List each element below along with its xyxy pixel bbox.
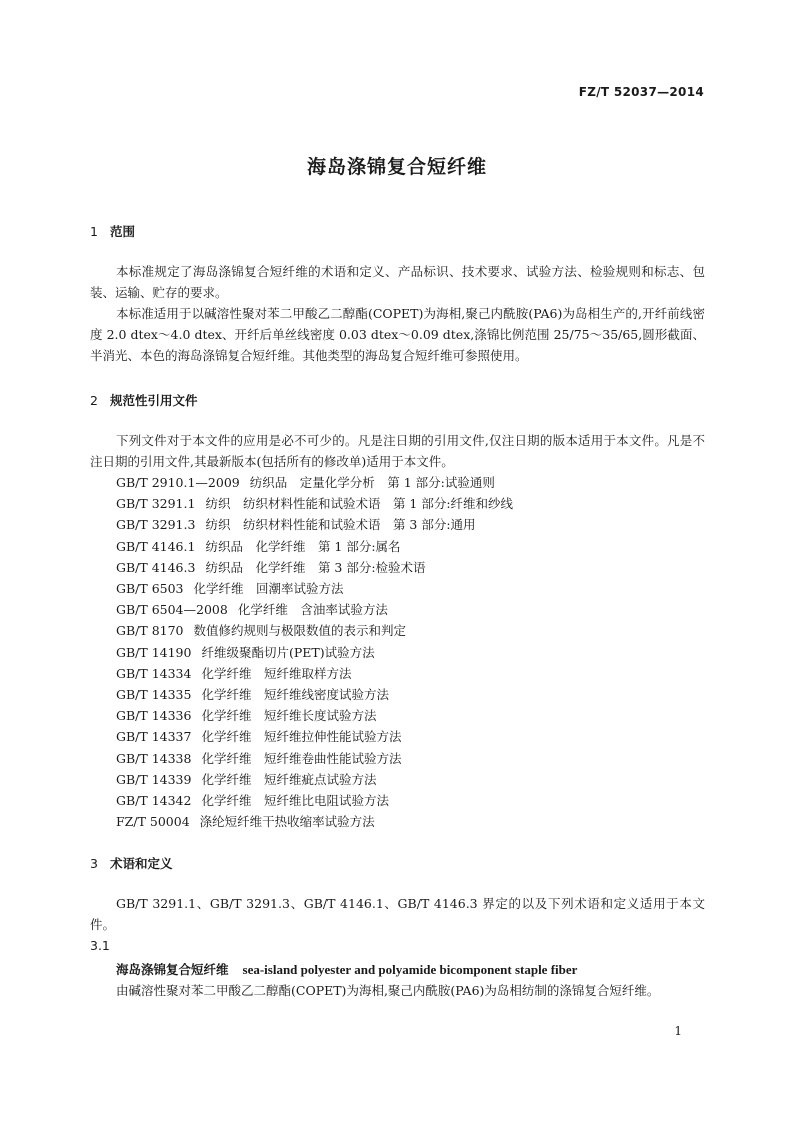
reference-item: [116, 620, 513, 641]
reference-item: [116, 642, 513, 663]
reference-item: [116, 811, 513, 832]
reference-title: 纺织 纺织材料性能和试验术语 第 3 部分:通用: [205, 517, 476, 533]
standard-number: FZ/T 52037—2014: [578, 85, 704, 99]
section-number: 2: [90, 393, 98, 408]
reference-code: GB/T 14335: [116, 687, 192, 703]
reference-title: 化学纤维 短纤维卷曲性能试验方法: [201, 750, 402, 766]
reference-item: [116, 514, 513, 535]
section-2-heading: [90, 391, 198, 409]
reference-code: GB/T 14339: [116, 771, 192, 787]
reference-code: GB/T 6503: [116, 581, 184, 597]
reference-title: 纺织 纺织材料性能和试验术语 第 1 部分:纤维和纱线: [205, 496, 514, 512]
reference-title: 化学纤维 短纤维拉伸性能试验方法: [201, 729, 402, 745]
reference-item: [116, 748, 513, 769]
section-title: 术语和定义: [110, 856, 173, 871]
term-definition: 由碱溶性聚对苯二甲酸乙二醇酯(COPET)为海相,聚己内酰胺(PA6)为岛相纺制的涤锦复合短纤维。: [116, 983, 660, 998]
reference-title: 数值修约规则与极限数值的表示和判定: [193, 623, 407, 639]
reference-item: [116, 705, 513, 726]
reference-title: 化学纤维 短纤维长度试验方法: [201, 708, 377, 724]
term-name-zh: 海岛涤锦复合短纤维: [116, 962, 229, 977]
page-number: 1: [674, 1024, 682, 1038]
normative-refs-intro: 下列文件对于本文件的应用是必不可少的。凡是注日期的引用文件,仅注日期的版本适用于本文件。凡是不注日期的引用文件,其最新版本(包括所有的修改单)适用于本文件。: [90, 433, 705, 469]
reference-code: GB/T 4146.1: [116, 538, 196, 554]
terms-intro: GB/T 3291.1、GB/T 3291.3、GB/T 4146.1、GB/T 4146.3 界定的以及下列术语和定义适用于本文件。: [90, 896, 705, 932]
reference-title: 化学纤维 短纤维线密度试验方法: [201, 687, 389, 703]
reference-code: GB/T 2910.1—2009: [116, 475, 240, 490]
reference-title: 纺织品 化学纤维 第 1 部分:属名: [205, 538, 401, 554]
reference-code: GB/T 6504—2008: [116, 602, 228, 618]
reference-code: GB/T 8170: [116, 623, 184, 639]
reference-code: GB/T 14336: [116, 708, 192, 724]
section-title: 范围: [110, 224, 136, 239]
reference-code: GB/T 3291.1: [116, 496, 196, 512]
reference-item: [116, 684, 513, 705]
reference-title: 化学纤维 短纤维比电阻试验方法: [201, 793, 389, 809]
reference-title: 涤纶短纤维干热收缩率试验方法: [199, 814, 375, 830]
section-number: 3: [90, 856, 98, 871]
reference-title: 化学纤维 短纤维疵点试验方法: [201, 771, 377, 787]
reference-item: [116, 472, 513, 493]
term-number: 3.1: [90, 938, 110, 953]
section-number: 1: [90, 224, 98, 239]
reference-item: [116, 726, 513, 747]
section-3-heading: [90, 854, 173, 872]
reference-item: [116, 493, 513, 514]
reference-title: 纤维级聚酯切片(PET)试验方法: [201, 644, 375, 660]
reference-item: [116, 663, 513, 684]
reference-item: [116, 790, 513, 811]
term-name-en: sea-island polyester and polyamide bicomponent staple fiber: [242, 962, 578, 977]
reference-code: FZ/T 50004: [116, 814, 190, 830]
reference-item: [116, 769, 513, 790]
reference-code: GB/T 3291.3: [116, 517, 196, 533]
section-title: 规范性引用文件: [110, 393, 198, 408]
reference-code: GB/T 14342: [116, 793, 192, 809]
section-1-heading: [90, 222, 135, 240]
reference-code: GB/T 14190: [116, 644, 192, 660]
reference-title: 化学纤维 回潮率试验方法: [193, 581, 344, 597]
reference-title: 纺织品 化学纤维 第 3 部分:检验术语: [205, 559, 426, 575]
term-entry: [116, 960, 577, 978]
document-title: 海岛涤锦复合短纤维: [306, 156, 487, 178]
reference-item: [116, 578, 513, 599]
reference-list: [116, 472, 513, 832]
reference-title: 化学纤维 短纤维取样方法: [201, 665, 352, 681]
reference-code: GB/T 4146.3: [116, 559, 196, 575]
reference-title: 纺织品 定量化学分析 第 1 部分:试验通则: [249, 475, 495, 490]
scope-paragraph-1: 本标准规定了海岛涤锦复合短纤维的术语和定义、产品标识、技术要求、试验方法、检验规则和标志、包装、运输、贮存的要求。: [90, 264, 705, 300]
reference-code: GB/T 14338: [116, 750, 192, 766]
reference-code: GB/T 14337: [116, 729, 192, 745]
reference-item: [116, 599, 513, 620]
reference-title: 化学纤维 含油率试验方法: [237, 602, 388, 618]
reference-item: [116, 536, 513, 557]
scope-paragraph-2: 本标准适用于以碱溶性聚对苯二甲酸乙二醇酯(COPET)为海相,聚己内酰胺(PA6)为岛相生产的,开纤前线密度 2.0 dtex～4.0 dtex、开纤后单丝线密度 0.03 dtex～0.09 dtex,涤锦比例范围 25/75～35/65,圆形截面、半消光、本色的海岛涤锦复合短纤维。其他类型的海岛复合短纤维可参照使用。: [90, 306, 705, 363]
reference-code: GB/T 14334: [116, 665, 192, 681]
reference-item: [116, 557, 513, 578]
